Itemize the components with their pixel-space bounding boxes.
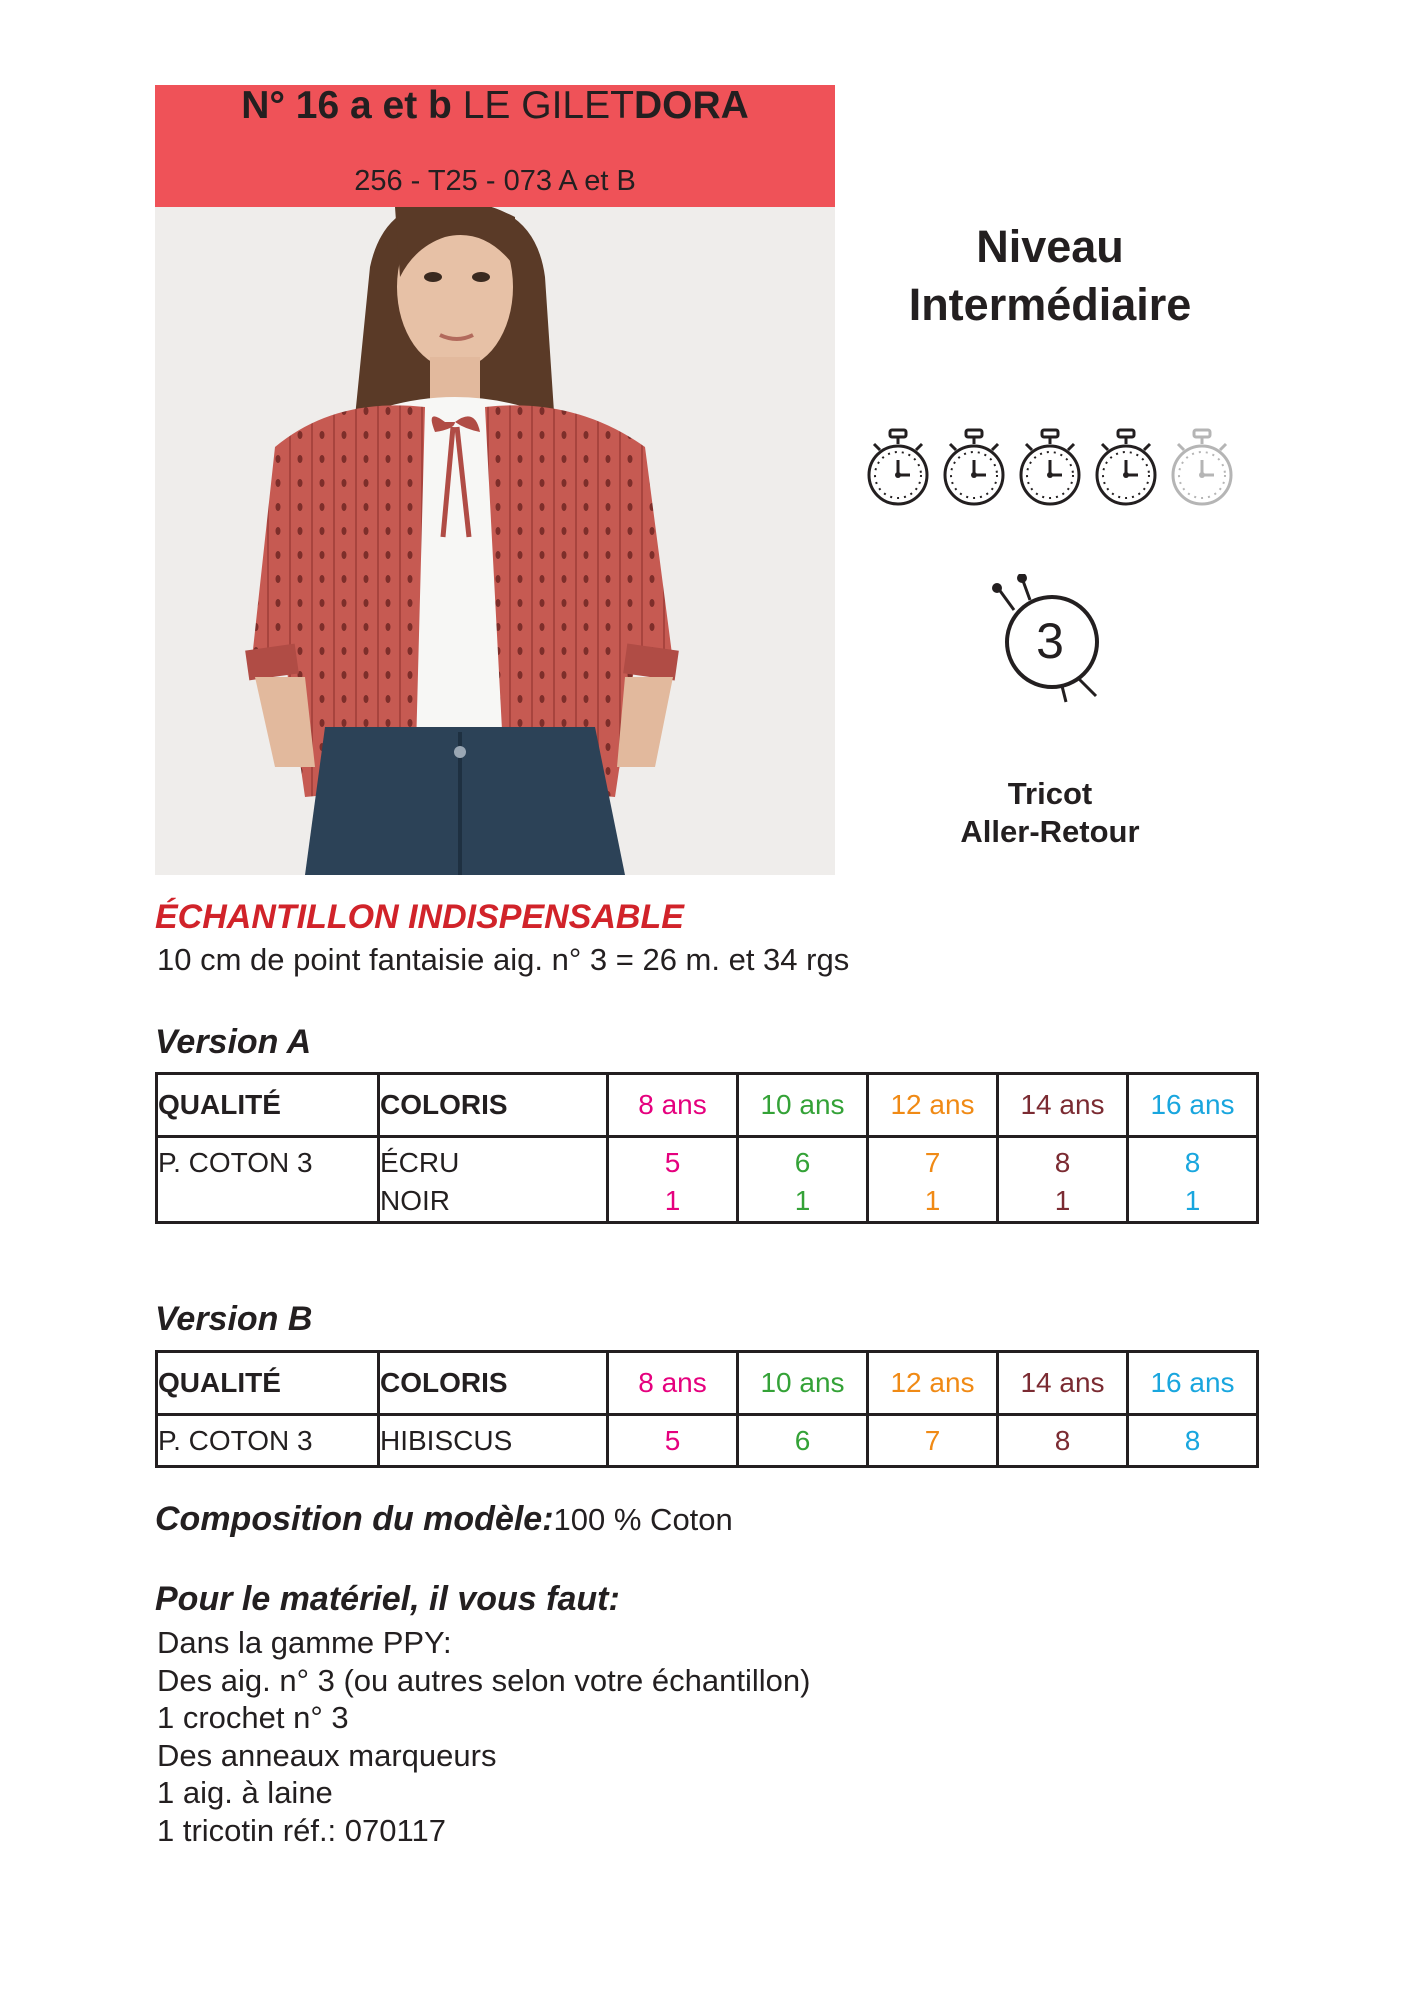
pattern-reference: 256 - T25 - 073 A et B — [354, 165, 636, 197]
header-quality: QUALITÉ — [157, 1074, 379, 1137]
gauge-text: 10 cm de point fantaisie aig. n° 3 = 26 m. et 34 rgs — [157, 942, 850, 977]
stopwatch-icon — [1017, 428, 1083, 508]
composition-label: Composition du modèle: — [155, 1500, 554, 1538]
level-label: Niveau — [976, 221, 1124, 272]
header-size: 16 ans — [1128, 1074, 1258, 1137]
list-item: 1 aig. à laine — [157, 1775, 333, 1810]
header-size: 16 ans — [1128, 1352, 1258, 1415]
version-b-table — [155, 1350, 1259, 1468]
quantity: 8 — [1184, 1147, 1201, 1178]
quantity-cell — [608, 1137, 738, 1223]
header-size: 8 ans — [608, 1352, 738, 1415]
table-header-row — [157, 1352, 1258, 1415]
material-title: Pour le matériel, il vous faut: — [155, 1580, 620, 1618]
pattern-name: DORA — [633, 84, 749, 127]
technique-line2: Aller-Retour — [960, 814, 1140, 849]
pattern-name-prefix: LE GILET — [462, 84, 634, 127]
quantity: 1 — [664, 1185, 681, 1216]
list-item: 1 crochet n° 3 — [157, 1700, 349, 1735]
header-size: 12 ans — [868, 1074, 998, 1137]
quantity-cell — [998, 1137, 1128, 1223]
quality-value: P. COTON 3 — [157, 1415, 379, 1467]
stopwatch-icon — [865, 428, 931, 508]
list-item: 1 tricotin réf.: 070117 — [157, 1812, 446, 1848]
quantity-cell: 7 — [868, 1415, 998, 1467]
table-row — [157, 1415, 1258, 1467]
quantity-cell — [868, 1137, 998, 1223]
quantity: 7 — [924, 1147, 941, 1178]
header-colour: COLORIS — [379, 1352, 608, 1415]
version-a-title: Version A — [155, 1023, 312, 1061]
needle-size: 3 — [1036, 613, 1064, 669]
table-row — [157, 1137, 1258, 1223]
header-size: 12 ans — [868, 1352, 998, 1415]
quantity: 6 — [794, 1147, 811, 1178]
list-item: Des anneaux marqueurs — [157, 1737, 497, 1773]
quantity-cell: 5 — [608, 1415, 738, 1467]
material-list — [157, 1624, 810, 1849]
colour-cell — [379, 1137, 608, 1223]
header-quality: QUALITÉ — [157, 1352, 379, 1415]
table-header-row — [157, 1074, 1258, 1137]
quantity: 1 — [1054, 1185, 1071, 1216]
header-size: 10 ans — [738, 1352, 868, 1415]
colour-noir: NOIR — [380, 1185, 450, 1216]
gauge-title: ÉCHANTILLON INDISPENSABLE — [155, 898, 684, 936]
header-size: 14 ans — [998, 1074, 1128, 1137]
quantity-cell — [738, 1137, 868, 1223]
quantity: 1 — [1184, 1185, 1201, 1216]
model-photo — [155, 207, 835, 875]
model-photo-illustration — [155, 207, 835, 875]
version-b-title: Version B — [155, 1300, 313, 1338]
colour-ecru: ÉCRU — [380, 1147, 460, 1178]
pattern-title — [155, 83, 835, 130]
pattern-number: N° 16 a et b — [241, 84, 452, 127]
quantity: 5 — [664, 1147, 681, 1178]
quantity: 1 — [794, 1185, 811, 1216]
header-colour: COLORIS — [379, 1074, 608, 1137]
composition-value: 100 % Coton — [553, 1502, 733, 1537]
version-a-table — [155, 1072, 1259, 1224]
colour-hibiscus: HIBISCUS — [379, 1415, 608, 1467]
difficulty-level — [850, 218, 1250, 334]
list-item: Des aig. n° 3 (ou autres selon votre échantillon) — [157, 1662, 811, 1698]
needle-size-badge — [992, 574, 1108, 704]
quantity-cell: 8 — [998, 1415, 1128, 1467]
header-size: 10 ans — [738, 1074, 868, 1137]
title-banner — [155, 85, 835, 207]
quality-value: P. COTON 3 — [158, 1147, 313, 1178]
composition — [155, 1500, 733, 1539]
quantity-cell: 6 — [738, 1415, 868, 1467]
quantity-cell — [1128, 1137, 1258, 1223]
stopwatch-icon — [1169, 428, 1235, 508]
quantity-cell: 8 — [1128, 1415, 1258, 1467]
quantity: 8 — [1054, 1147, 1071, 1178]
stopwatch-icon — [941, 428, 1007, 508]
stopwatch-icon — [1093, 428, 1159, 508]
quantity: 1 — [924, 1185, 941, 1216]
header-size: 8 ans — [608, 1074, 738, 1137]
technique-line1: Tricot — [1007, 776, 1093, 811]
list-item: Dans la gamme PPY: — [157, 1625, 452, 1660]
level-value: Intermédiaire — [908, 279, 1192, 330]
difficulty-rating — [865, 428, 1245, 508]
header-size: 14 ans — [998, 1352, 1128, 1415]
quality-cell — [157, 1137, 379, 1223]
technique — [850, 775, 1250, 851]
